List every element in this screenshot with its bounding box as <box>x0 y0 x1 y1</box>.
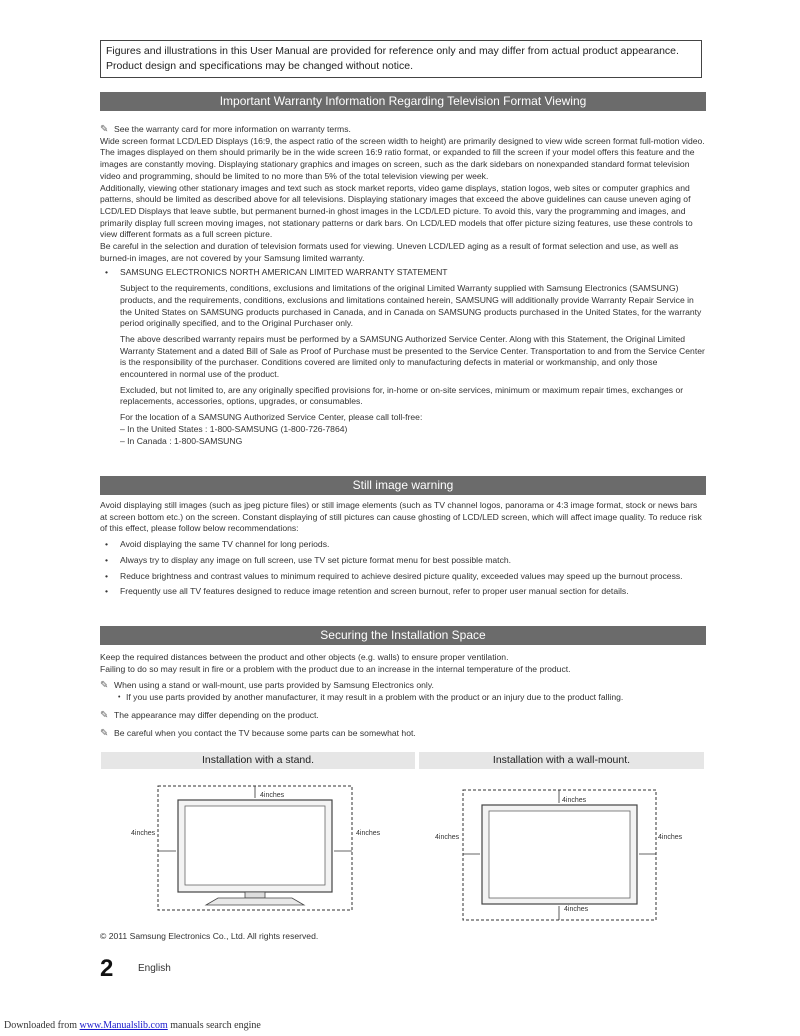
warranty-body <box>100 124 706 447</box>
notice-box <box>100 40 702 78</box>
install-body <box>100 652 706 739</box>
top-clearance-label: 4inches <box>260 792 285 799</box>
install-section-title: Securing the Installation Space <box>100 626 706 645</box>
warranty-sub-4: For the location of a SAMSUNG Authorized Service Center, please call toll-free: <box>120 412 423 423</box>
still-image-intro: Avoid displaying still images (such as jpeg picture files) or still image elements (such as TV channel logos, panorama or 4:3 image format, stock or news bars at screen bottom etc.) on the screen. Constant displaying of still pictures can cause ghosting of LCD/LED screen, which will affect image quality. To reduce risk of this effect, please follow below recommendations: <box>100 500 702 534</box>
install-note-1-sub: • If you use parts provided by another manufacturer, it may result in a problem with the product or an injury due to the product falling. <box>118 692 624 703</box>
stand-install-header: Installation with a stand. <box>101 752 415 769</box>
warranty-phone-canada: – In Canada : 1-800-SAMSUNG <box>120 435 243 446</box>
install-line-1: Keep the required distances between the product and other objects (e.g. walls) to ensure proper ventilation. <box>100 652 509 662</box>
warranty-sub-2: The above described warranty repairs must be performed by a SAMSUNG Authorized Service Center. Along with this Statement, the Original Limited Warranty Statement and a dated Bill of Sale as Proof of Purchase must be presented to the Service Center. Transportation to and from the Service Center is the responsibility of the purchaser. Conditions covered are limited only to manufacturing defects in material or workmanship, and only those encountered in normal use of the product. <box>120 333 705 380</box>
install-line-2: Failing to do so may result in fire or a problem with the product due to an increase in the internal temperature of the product. <box>100 663 571 674</box>
notice-text: Figures and illustrations in this User Manual are provided for reference only and may differ from actual product appearance. Product design and specifications may be changed without notice. <box>106 45 679 72</box>
tv-illustration <box>178 800 332 905</box>
stand-installation-diagram <box>100 778 416 918</box>
bullet-dot: • <box>105 267 109 278</box>
warranty-statement <box>100 283 706 424</box>
still-image-body <box>100 500 706 598</box>
wall-mount-installation-diagram <box>419 778 705 926</box>
right-clearance-label: 4inches <box>658 834 683 841</box>
note-icon: ✎ <box>100 709 109 721</box>
install-note-2: ✎ The appearance may differ depending on the product. <box>100 709 319 721</box>
warranty-section-title: Important Warranty Information Regarding Television Format Viewing <box>100 92 706 111</box>
left-clearance-label: 4inches <box>131 830 156 837</box>
install-note-1: ✎ When using a stand or wall-mount, use parts provided by Samsung Electronics only. <box>100 680 434 692</box>
still-bullet-3: • Reduce brightness and contrast values to minimum required to achieve desired picture quality, exceeded values may speed up the burnout process. <box>105 570 683 581</box>
wall-install-header: Installation with a wall-mount. <box>419 752 704 769</box>
page-language: English <box>138 963 171 974</box>
warranty-sub-1: Subject to the requirements, conditions, exclusions and limitations of the original Limited Warranty supplied with Samsung Electronics (SAMSUNG) products, and the requirements, conditions, exclusions and limitations contained herein, SAMSUNG will additionally provide Warranty Repair Service in the United States on SAMSUNG products purchased in Canada, and in Canada on SAMSUNG products purchased in the United States, for the warranty period originally specified, and to the Original Purchaser only. <box>120 283 702 329</box>
note-icon: ✎ <box>100 680 109 692</box>
warranty-para-2: Additionally, viewing other stationary images and text such as stock market reports, video game displays, station logos, web sites or computer graphics and patterns, should be limited as described above for all televisions. Displaying stationary images that exceed the above guidelines can cause uneven aging of LCD/LED Displays that leave subtle, but permanent burned-in ghost images in the LCD/LED picture. To avoid this, vary the programming and images, and primarily display full screen moving images, not stationary patterns or dark bars. On LCD/LED models that offer picture sizing features, use these controls to view different formats as a full screen picture. <box>100 182 693 240</box>
download-suffix: manuals search engine <box>170 1020 261 1031</box>
manualslib-link[interactable]: www.Manualslib.com <box>79 1020 168 1031</box>
download-prefix: Downloaded from <box>4 1020 78 1031</box>
page-number: 2 <box>100 955 114 982</box>
still-bullet-1: • Avoid displaying the same TV channel for long periods. <box>105 539 330 550</box>
top-clearance-label: 4inches <box>562 797 587 804</box>
note-icon: ✎ <box>100 727 109 739</box>
still-bullet-4: • Frequently use all TV features designed to reduce image retention and screen burnout, refer to proper user manual section for details. <box>105 586 629 597</box>
warranty-sub-3: Excluded, but not limited to, are any originally specified provisions for, in-home or on-site services, minimum or maximum repair times, exchanges or replacements, accessories, options, upgrades, or consumables. <box>120 384 684 407</box>
warranty-para-1: Wide screen format LCD/LED Displays (16:9, the aspect ratio of the screen width to height) are primarily designed to view wide screen format full-motion video. The images displayed on them should primarily be in the wide screen 16:9 ratio format, or expanded to fill the screen if your model offers this feature and the images are constantly moving. Displaying stationary graphics and images on screen, such as the dark sidebars on nonexpanded standard format television video and programming, should be limited to no more than 5% of the total television viewing per week. <box>100 135 705 181</box>
warranty-para-3: Be careful in the selection and duration of television formats used for viewing. Uneven LCD/LED aging as a result of format selection and use, as well as burned-in images, are not covered by your Samsung limited warranty. <box>100 241 679 263</box>
tv-illustration <box>482 805 637 904</box>
copyright: © 2011 Samsung Electronics Co., Ltd. All rights reserved. <box>100 931 319 941</box>
note-icon: ✎ <box>100 124 109 135</box>
warranty-note: ✎ See the warranty card for more information on warranty terms. <box>100 124 351 135</box>
warranty-bullet: • SAMSUNG ELECTRONICS NORTH AMERICAN LIMITED WARRANTY STATEMENT <box>105 267 448 278</box>
install-note-3: ✎ Be careful when you contact the TV because some parts can be somewhat hot. <box>100 727 416 739</box>
download-credit <box>4 1020 261 1031</box>
still-image-section-title: Still image warning <box>100 476 706 495</box>
right-clearance-label: 4inches <box>356 830 381 837</box>
warranty-phone-us: – In the United States : 1-800-SAMSUNG (1-800-726-7864) <box>120 423 348 434</box>
bottom-clearance-label: 4inches <box>564 906 589 913</box>
left-clearance-label: 4inches <box>435 834 460 841</box>
still-bullet-2: • Always try to display any image on full screen, use TV set picture format menu for best possible match. <box>105 554 512 565</box>
